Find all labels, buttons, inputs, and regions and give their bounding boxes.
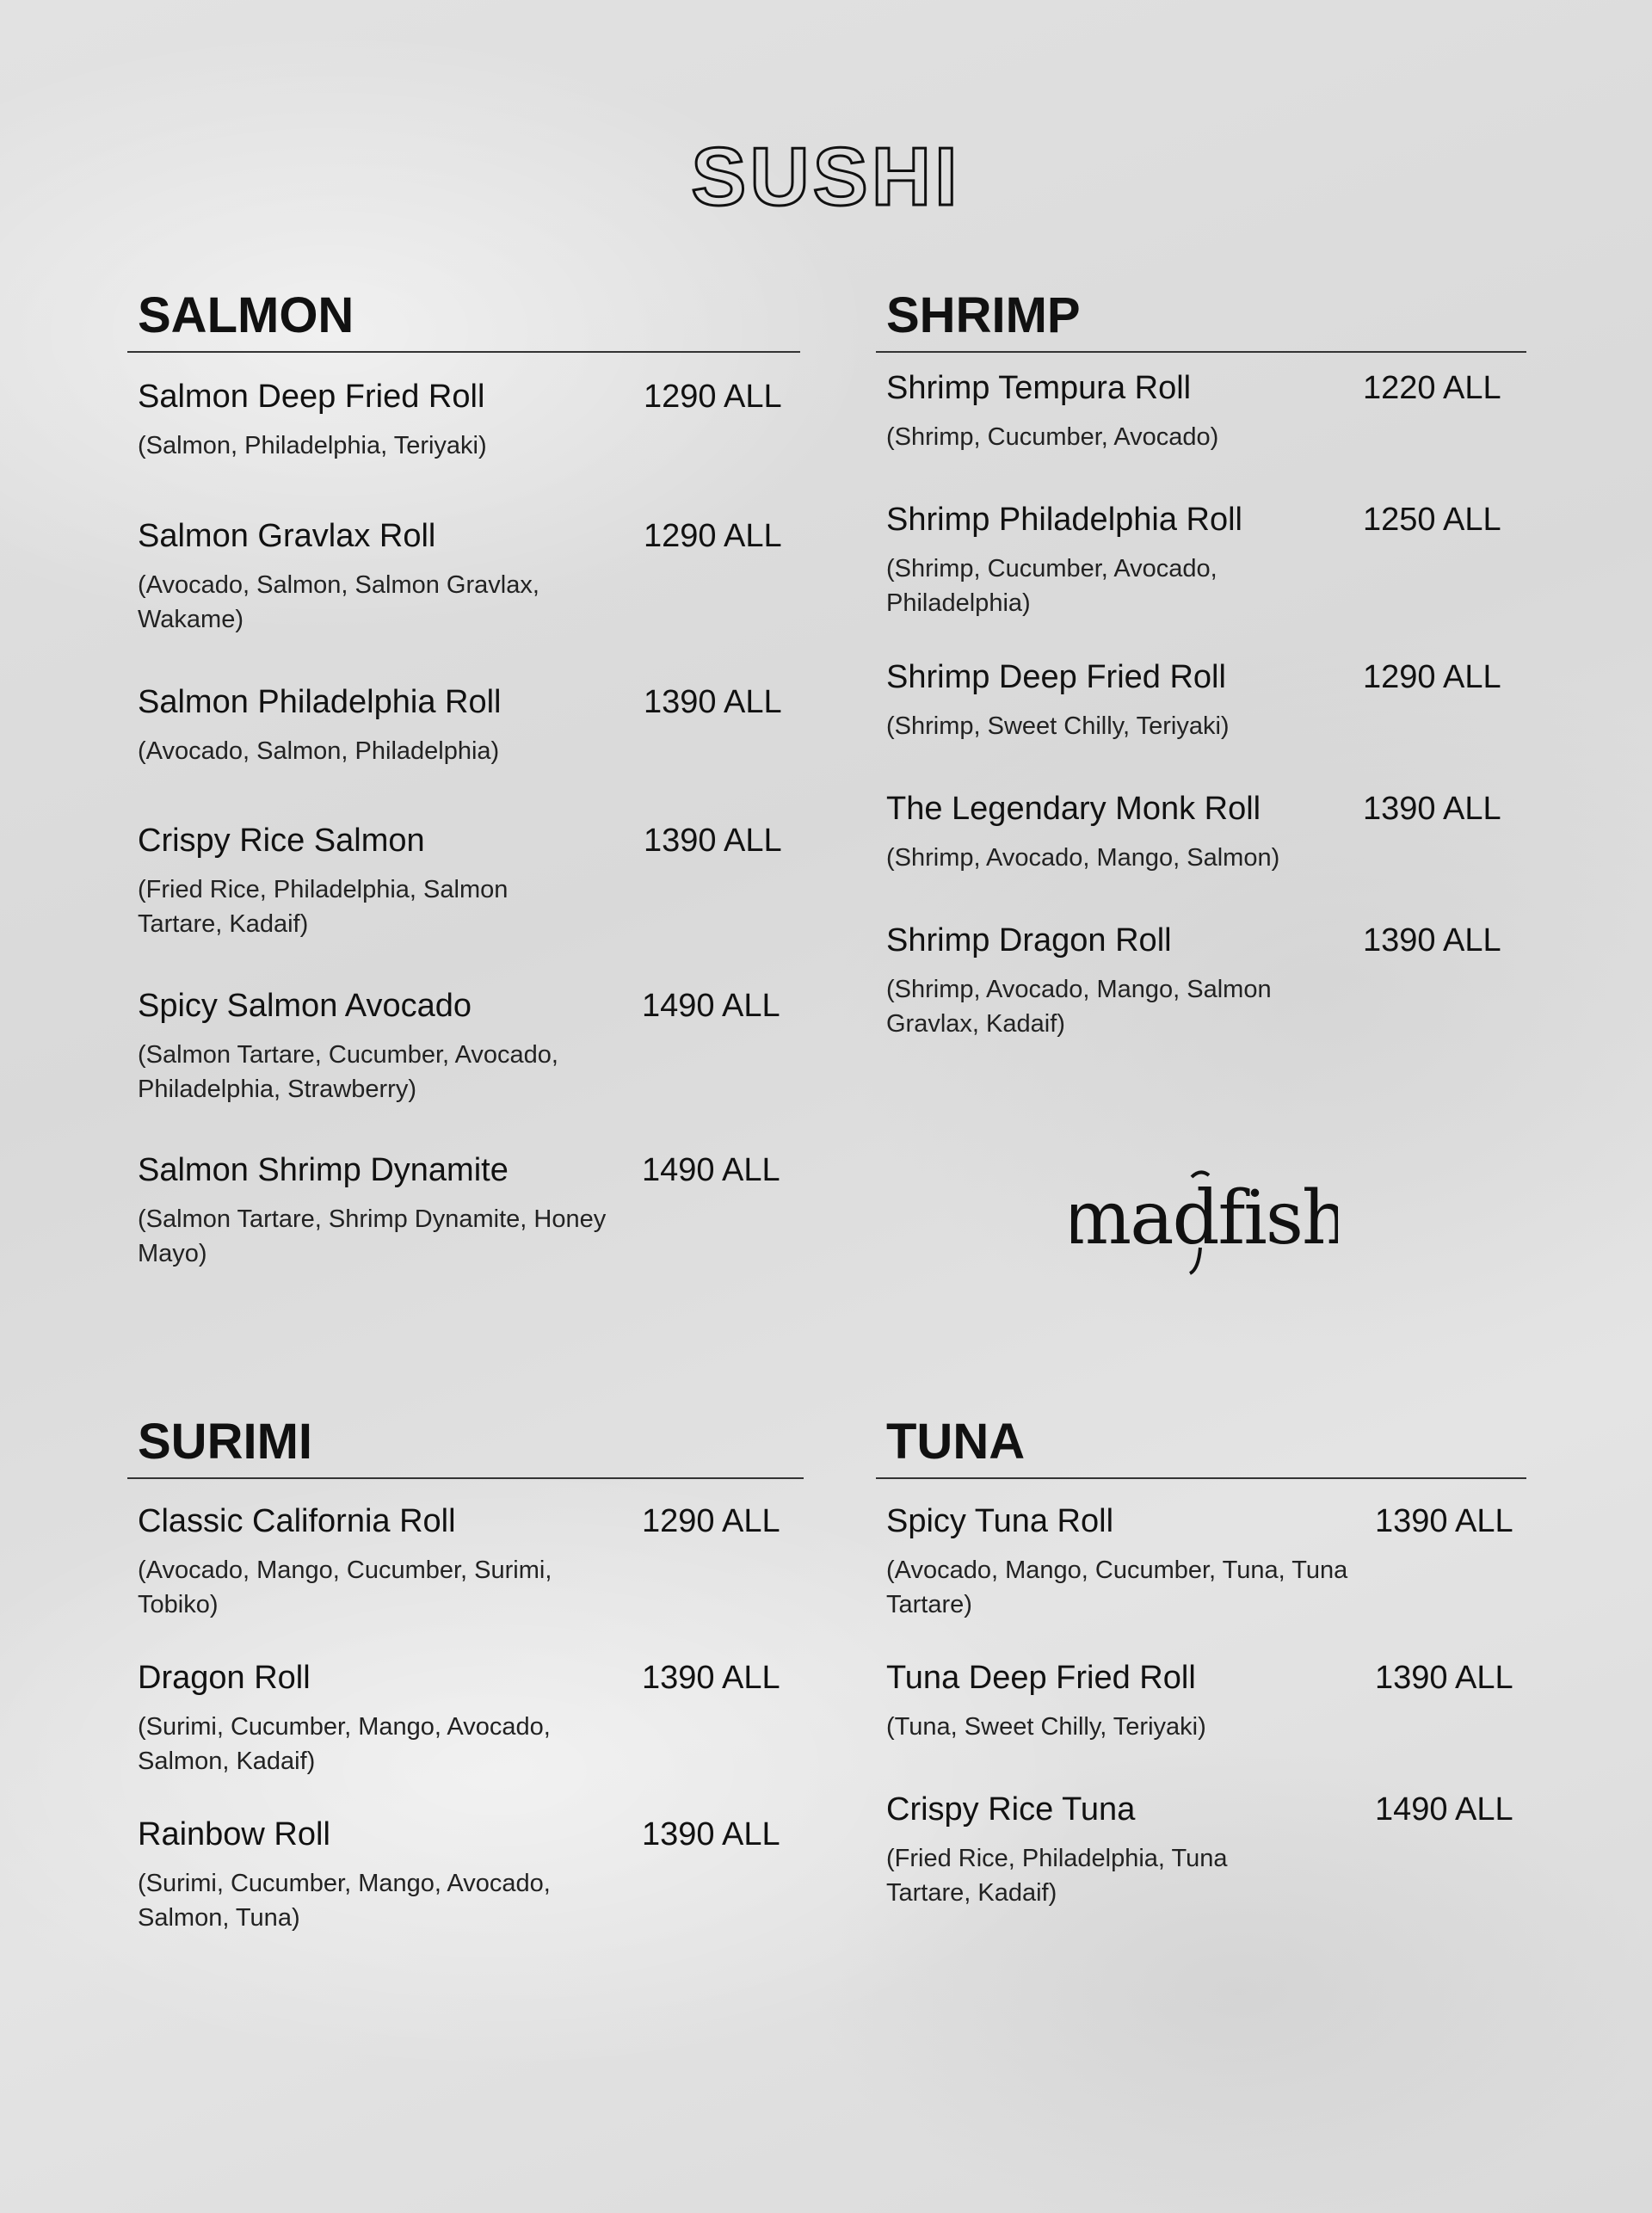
item-name: Salmon Gravlax Roll (138, 518, 436, 554)
madfish-logo (1071, 1153, 1338, 1282)
menu-item (127, 989, 800, 1110)
item-price: 1490 ALL (1375, 1791, 1513, 1828)
menu-item (127, 1154, 800, 1274)
item-description: (Shrimp, Avocado, Mango, Salmon) (886, 844, 1280, 872)
menu-item (876, 372, 1526, 475)
menu-item (127, 1661, 804, 1782)
item-name: The Legendary Monk Roll (886, 791, 1261, 827)
menu-item (876, 503, 1526, 624)
item-price: 1390 ALL (1375, 1660, 1513, 1696)
menu-item (127, 686, 800, 789)
item-price: 1390 ALL (642, 1816, 780, 1852)
item-price: 1390 ALL (1363, 922, 1501, 959)
madfish-logo-icon (1071, 1153, 1338, 1282)
menu-item (127, 380, 800, 484)
item-description: (Salmon Tartare, Cucumber, Avocado, Philadelphia, Strawberry) (138, 1041, 558, 1103)
item-name: Classic California Roll (138, 1503, 456, 1539)
page-title: SUSHI (691, 131, 961, 223)
menu-item (876, 924, 1526, 1045)
item-name: Shrimp Philadelphia Roll (886, 502, 1242, 538)
item-price: 1390 ALL (1375, 1503, 1513, 1539)
section-tuna (876, 1414, 1526, 1995)
item-description: (Avocado, Salmon, Philadelphia) (138, 737, 500, 765)
item-price: 1220 ALL (1363, 370, 1501, 406)
item-description: (Salmon Tartare, Shrimp Dynamite, Honey Mayo) (138, 1205, 607, 1267)
item-name: Salmon Deep Fried Roll (138, 379, 485, 415)
item-price: 1390 ALL (642, 1660, 780, 1696)
item-price: 1390 ALL (644, 823, 782, 859)
menu-item (127, 1818, 804, 1939)
item-price: 1290 ALL (642, 1503, 780, 1539)
menu-item (127, 520, 800, 640)
item-name: Tuna Deep Fried Roll (886, 1660, 1196, 1696)
item-name: Crispy Rice Tuna (886, 1791, 1136, 1828)
item-description: (Surimi, Cucumber, Mango, Avocado, Salmon, Kadaif) (138, 1713, 551, 1775)
item-price: 1390 ALL (644, 684, 782, 720)
item-description: (Avocado, Mango, Cucumber, Tuna, Tuna Tartare) (886, 1556, 1348, 1618)
item-price: 1290 ALL (644, 379, 782, 415)
menu-item (127, 1505, 804, 1625)
section-title: SHRIMP (886, 287, 1081, 343)
item-price: 1390 ALL (1363, 791, 1501, 827)
menu-item (876, 1505, 1526, 1625)
menu-item (127, 824, 800, 945)
item-name: Dragon Roll (138, 1660, 311, 1696)
item-price: 1290 ALL (1363, 659, 1501, 695)
item-description: (Shrimp, Avocado, Mango, Salmon Gravlax, Kadaif) (886, 976, 1272, 1038)
section-surimi (127, 1414, 804, 1995)
item-name: Shrimp Dragon Roll (886, 922, 1172, 959)
item-description: (Avocado, Mango, Cucumber, Surimi, Tobiko) (138, 1556, 552, 1618)
item-price: 1290 ALL (644, 518, 782, 554)
item-name: Spicy Tuna Roll (886, 1503, 1114, 1539)
item-description: (Shrimp, Sweet Chilly, Teriyaki) (886, 712, 1230, 740)
item-description: (Tuna, Sweet Chilly, Teriyaki) (886, 1713, 1206, 1741)
item-description: (Fried Rice, Philadelphia, Salmon Tartare, Kadaif) (138, 876, 509, 938)
section-title: TUNA (886, 1414, 1026, 1470)
section-shrimp (876, 287, 1526, 1127)
menu-item (876, 661, 1526, 764)
item-name: Rainbow Roll (138, 1816, 330, 1852)
section-title: SALMON (138, 287, 354, 343)
item-description: (Avocado, Salmon, Salmon Gravlax, Wakame) (138, 571, 539, 633)
item-name: Shrimp Tempura Roll (886, 370, 1192, 406)
section-salmon (127, 287, 800, 1299)
logo-wordmark: madfish (1071, 1175, 1338, 1261)
menu-item (876, 1793, 1526, 1914)
menu-item (876, 1661, 1526, 1765)
section-title: SURIMI (138, 1414, 312, 1470)
item-description: (Shrimp, Cucumber, Avocado) (886, 423, 1219, 451)
item-price: 1250 ALL (1363, 502, 1501, 538)
menu-item (876, 792, 1526, 896)
item-description: (Shrimp, Cucumber, Avocado, Philadelphia) (886, 555, 1217, 617)
item-price: 1490 ALL (642, 988, 780, 1024)
item-name: Salmon Shrimp Dynamite (138, 1152, 509, 1188)
item-description: (Salmon, Philadelphia, Teriyaki) (138, 432, 487, 459)
item-name: Shrimp Deep Fried Roll (886, 659, 1226, 695)
item-description: (Fried Rice, Philadelphia, Tuna Tartare, Kadaif) (886, 1845, 1228, 1907)
item-name: Spicy Salmon Avocado (138, 988, 472, 1024)
item-description: (Surimi, Cucumber, Mango, Avocado, Salmon, Tuna) (138, 1870, 551, 1932)
item-name: Crispy Rice Salmon (138, 823, 425, 859)
item-price: 1490 ALL (642, 1152, 780, 1188)
item-name: Salmon Philadelphia Roll (138, 684, 502, 720)
